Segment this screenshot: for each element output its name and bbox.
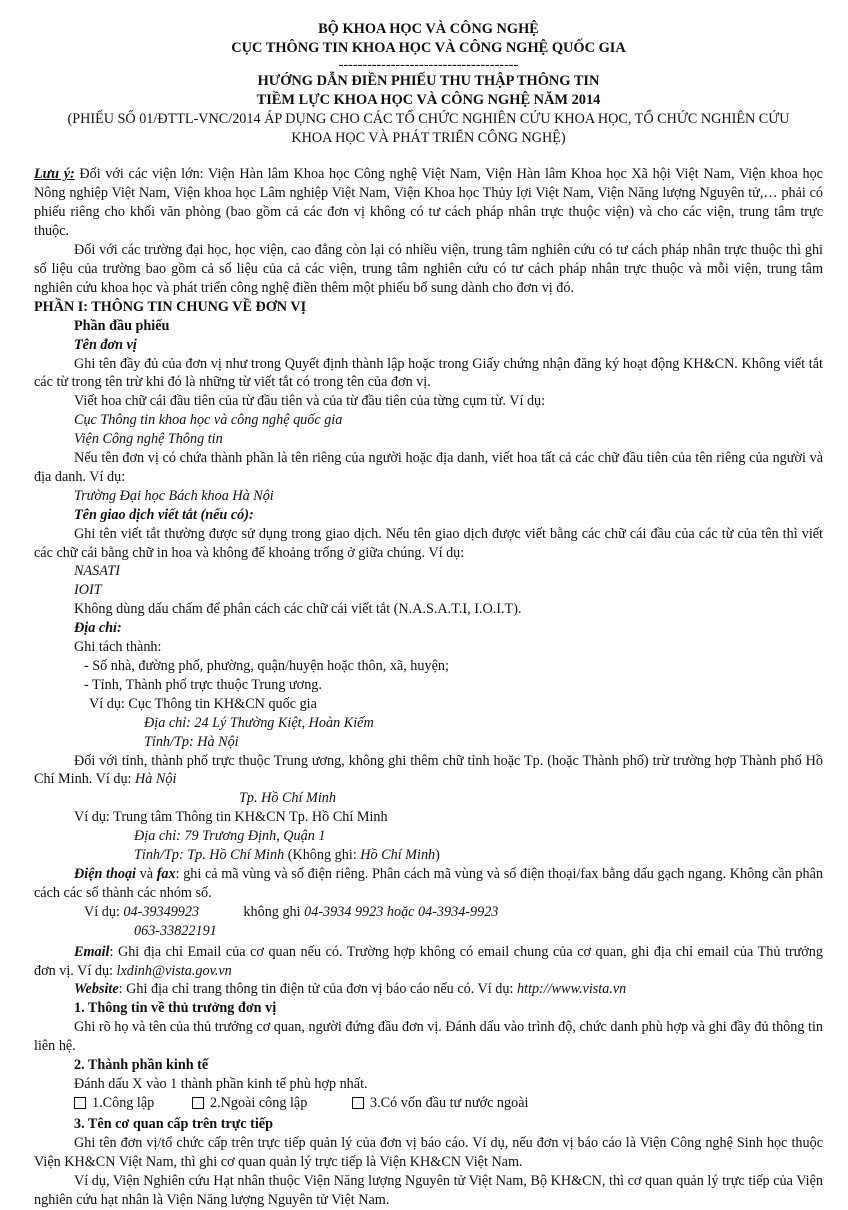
unit-name-example-2: Viện Công nghệ Thông tin	[74, 431, 223, 448]
address-example-street: Địa chỉ: 24 Lý Thường Kiệt, Hoàn Kiếm	[144, 714, 374, 731]
section-3-paragraph-2: Ví dụ, Viện Nghiên cứu Hạt nhân thuộc Viện Năng lượng Nguyên tử Việt Nam, Bộ KH&CN, thì cơ quan quản lý trực tiếp của Viện nghiên cứu hạt nhân là Viện Năng lượng Nguyên tử Việt Nam.	[34, 1172, 823, 1208]
address-example2-note-close: )	[435, 847, 440, 864]
checkbox-icon	[352, 1097, 364, 1109]
abbr-paragraph-2: Không dùng dấu chấm để phân cách các chữ cái viết tắt (N.A.S.A.T.I, I.O.I.T).	[74, 601, 522, 618]
option-public-label: 1.Công lập	[92, 1094, 155, 1111]
section-1-paragraph: Ghi rõ họ và tên của thủ trưởng cơ quan, người đứng đầu đơn vị. Đánh dấu vào trình độ, chức danh phù hợp và ghi đầy đủ thông tin liên hệ.	[34, 1019, 823, 1055]
phone-example-1: 04-39349923	[123, 903, 200, 920]
agency-name: CỤC THÔNG TIN KHOA HỌC VÀ CÔNG NGHỆ QUỐC GIA	[231, 39, 626, 56]
phone-example-2: 063-33822191	[134, 922, 217, 939]
address-example2-intro: Ví dụ: Trung tâm Thông tin KH&CN Tp. Hồ Chí Minh	[74, 809, 388, 826]
doc-subtitle: (PHIẾU SỐ 01/ĐTTL-VNC/2014 ÁP DỤNG CHO CÁC TỔ CHỨC NGHIÊN CỨU KHOA HỌC, TỔ CHỨC NGHIÊN CỨU KHOA HỌC VÀ PHÁT TRIỂN CÔNG NGHỆ)	[67, 110, 790, 146]
economic-sector-options	[34, 1094, 823, 1115]
unit-name-paragraph-1: Ghi tên đầy đủ của đơn vị như trong Quyết định thành lập hoặc trong Giấy chứng nhận đăng ký hoạt động KH&CN. Không viết tắt các từ trong tên trừ khi đó là những từ viết tắt có trong tên của đơn vị.	[34, 355, 823, 391]
unit-name-example-3: Trường Đại học Bách khoa Hà Nội	[74, 487, 274, 504]
address-bullet-2: - Tỉnh, Thành phố trực thuộc Trung ương.	[84, 676, 322, 693]
address-paragraph-2-example: Hà Nội	[135, 771, 177, 788]
document-page	[34, 20, 823, 1210]
address-example2-note-open: (Không ghi:	[284, 847, 361, 864]
option-foreign-invested	[352, 1094, 528, 1113]
website-example: http://www.vista.vn	[516, 981, 627, 998]
option-public	[74, 1094, 192, 1113]
checkbox-icon	[192, 1097, 204, 1109]
doc-title-line2: TIỀM LỰC KHOA HỌC VÀ CÔNG NGHỆ NĂM 2014	[256, 91, 601, 108]
address-example2-note-value: Hồ Chí Minh	[360, 847, 436, 864]
address-heading: Địa chỉ:	[74, 620, 122, 637]
address-example-city: Tỉnh/Tp: Hà Nội	[144, 733, 239, 750]
address-example2-street: Địa chỉ: 79 Trương Định, Quận 1	[134, 828, 326, 845]
section-2-paragraph: Đánh dấu X vào 1 thành phần kinh tế phù hợp nhất.	[74, 1075, 368, 1092]
address-paragraph-1: Ghi tách thành:	[74, 639, 162, 656]
phone-example-line	[34, 903, 823, 922]
abbr-example-2: IOIT	[74, 582, 102, 599]
abbr-heading: Tên giao dịch viết tắt (nếu có):	[74, 506, 254, 523]
unit-name-paragraph-2: Viết hoa chữ cái đầu tiên của từ đầu tiên và của từ đầu tiên của từng cụm từ. Ví dụ:	[74, 393, 546, 410]
address-example-intro: Ví dụ: Cục Thông tin KH&CN quốc gia	[89, 695, 317, 712]
phone-not-example: 04-3934 9923 hoặc 04-3934-9923	[304, 903, 499, 920]
address-bullet-1: - Số nhà, đường phố, phường, quận/huyện hoặc thôn, xã, huyện;	[84, 658, 449, 674]
phone-and: và	[136, 865, 157, 882]
address-example2-city-line	[34, 846, 823, 865]
note-paragraph-2: Đối với các trường đại học, học viện, cao đẳng còn lại có nhiều viện, trung tâm nghiên cứu có tư cách pháp nhân trực thuộc thì ghi số liệu của trường bao gồm cả số liệu của cả các viện, trung tâm nghiên cứu có tư cách pháp nhân trực thuộc và mỗi viện, trung tâm nghiên cứu khoa học và phát triển công nghệ điền thêm một phiếu bổ sung dành cho đơn vị đó.	[34, 242, 823, 296]
unit-name-paragraph-3: Nếu tên đơn vị có chứa thành phần là tên riêng của người hoặc địa danh, viết hoa tất cả các chữ đầu tiên của tên riêng của người và địa danh. Ví dụ:	[34, 450, 823, 485]
address-example2-city: Tỉnh/Tp: Tp. Hồ Chí Minh	[134, 847, 285, 864]
part1-heading: PHẦN I: THÔNG TIN CHUNG VỀ ĐƠN VỊ	[34, 298, 307, 315]
ministry-name: BỘ KHOA HỌC VÀ CÔNG NGHỆ	[318, 21, 539, 37]
phone-example-label: Ví dụ:	[84, 903, 124, 920]
phone-text: : ghi cả mã vùng và số điện riêng. Phân cách mã vùng và số điện thoại/fax bằng dấu gạch ngang. Không cần phân cách các số thành các nhóm số.	[34, 865, 823, 901]
option-foreign-invested-label: 3.Có vốn đầu tư nước ngoài	[370, 1094, 529, 1111]
form-header-subheading: Phần đầu phiếu	[74, 317, 170, 334]
address-paragraph-2-text: Đối với tỉnh, thành phố trực thuộc Trung ương, không ghi thêm chữ tỉnh hoặc Tp. (hoặc Thành phố) trừ trường hợp Thành phố Hồ Chí Minh. Ví dụ:	[34, 752, 823, 788]
unit-name-heading: Tên đơn vị	[74, 336, 137, 353]
checkbox-icon	[74, 1097, 86, 1109]
header-divider: --------------------------------------	[338, 56, 519, 73]
website-text: : Ghi địa chỉ trang thông tin điện tử của đơn vị báo cáo nếu có. Ví dụ:	[118, 981, 517, 998]
email-example: lxdinh@vista.gov.vn	[116, 962, 232, 979]
section-2-heading: 2. Thành phần kinh tế	[74, 1057, 209, 1074]
email-paragraph	[34, 943, 823, 981]
abbr-example-1: NASATI	[74, 563, 120, 580]
phone-paragraph	[34, 865, 823, 903]
doc-title-line1: HƯỚNG DẪN ĐIỀN PHIẾU THU THẬP THÔNG TIN	[257, 72, 600, 89]
section-1-heading: 1. Thông tin về thủ trưởng đơn vị	[74, 1000, 277, 1017]
address-paragraph-2-example-2: Tp. Hồ Chí Minh	[239, 790, 336, 807]
email-text: : Ghi địa chỉ Email của cơ quan nếu có. Trường hợp không có email chung của cơ quan, ghi địa chỉ email của Thủ trưởng đơn vị. Ví dụ:	[34, 943, 823, 979]
address-paragraph-2	[34, 752, 823, 790]
note-label: Lưu ý:	[34, 166, 75, 183]
website-label: Website	[74, 981, 119, 998]
email-label: Email	[74, 943, 110, 960]
note-text: Đối với các viện lớn: Viện Hàn lâm Khoa học Công nghệ Việt Nam, Viện Hàn lâm Khoa học Xã hội Việt Nam, Viện khoa học Nông nghiệp Việt Nam, Viện khoa học Lâm nghiệp Việt Nam, Viện Khoa học Thủy lợi Việt Nam, Viện Năng lượng Nguyên tử,… phải có phiếu riêng cho khối văn phòng (bao gồm cả các đơn vị không có tư cách pháp nhân trực thuộc viện) và cho các viện, trung tâm trực thuộc.	[34, 166, 823, 240]
website-paragraph	[34, 980, 823, 999]
option-non-public	[192, 1094, 352, 1113]
section-3-paragraph-1: Ghi tên đơn vị/tổ chức cấp trên trực tiếp quản lý của đơn vị báo cáo. Ví dụ, nếu đơn vị báo cáo là Viện Công nghệ Sinh học thuộc Viện KH&CN Việt Nam, thì ghi cơ quan quản lý trực tiếp là Viện KH&CN Việt Nam.	[34, 1135, 823, 1171]
unit-name-example-1: Cục Thông tin khoa học và công nghệ quốc gia	[74, 412, 343, 429]
fax-label: fax	[156, 865, 176, 882]
note-paragraph	[34, 165, 823, 241]
option-non-public-label: 2.Ngoài công lập	[210, 1094, 308, 1111]
section-3-heading: 3. Tên cơ quan cấp trên trực tiếp	[74, 1116, 273, 1133]
phone-not-label: không ghi	[243, 903, 305, 920]
phone-label: Điện thoại	[74, 865, 136, 882]
abbr-paragraph-1: Ghi tên viết tắt thường được sử dụng trong giao dịch. Nếu tên giao dịch được viết bằng các chữ cái đầu của các từ của tên thì viết các chữ cái bằng chữ in hoa và không để khoảng trống ở giữa chúng. Ví dụ:	[34, 525, 823, 561]
